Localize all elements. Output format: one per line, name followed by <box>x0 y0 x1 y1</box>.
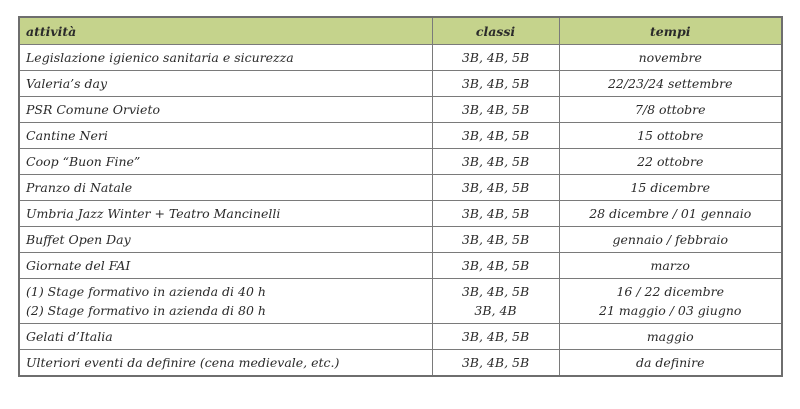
times-cell: maggio <box>559 324 782 350</box>
table-row <box>19 324 782 350</box>
times-cell: 15 ottobre <box>559 123 782 149</box>
table-row <box>19 123 782 149</box>
times-cell: 7/8 ottobre <box>559 97 782 123</box>
classes-cell: 3B, 4B, 5B <box>432 227 559 253</box>
times-cell: da definire <box>559 350 782 377</box>
times-cell: novembre <box>559 45 782 71</box>
activity-cell: Cantine Neri <box>19 123 432 149</box>
classes-line: 3B, 4B <box>474 303 517 318</box>
classes-cell: 3B, 4B, 5B <box>432 201 559 227</box>
table-row <box>19 227 782 253</box>
activity-cell: Valeria’s day <box>19 71 432 97</box>
times-cell: 28 dicembre / 01 gennaio <box>559 201 782 227</box>
classes-cell <box>432 279 559 324</box>
activity-cell: PSR Comune Orvieto <box>19 97 432 123</box>
classes-cell: 3B, 4B, 5B <box>432 97 559 123</box>
times-cell: gennaio / febbraio <box>559 227 782 253</box>
table-row <box>19 149 782 175</box>
activities-table-container <box>18 16 781 377</box>
classes-cell: 3B, 4B, 5B <box>432 324 559 350</box>
classes-cell: 3B, 4B, 5B <box>432 45 559 71</box>
classes-cell: 3B, 4B, 5B <box>432 123 559 149</box>
activity-cell: Umbria Jazz Winter + Teatro Mancinelli <box>19 201 432 227</box>
times-cell: 22 ottobre <box>559 149 782 175</box>
table-row <box>19 45 782 71</box>
times-cell <box>559 279 782 324</box>
header-classes: classi <box>432 17 559 45</box>
table-row <box>19 201 782 227</box>
table-row <box>19 253 782 279</box>
classes-cell: 3B, 4B, 5B <box>432 350 559 377</box>
activity-cell: Pranzo di Natale <box>19 175 432 201</box>
activity-cell: Giornate del FAI <box>19 253 432 279</box>
header-times: tempi <box>559 17 782 45</box>
table-header-row <box>19 17 782 45</box>
times-cell: marzo <box>559 253 782 279</box>
activity-cell: Legislazione igienico sanitaria e sicurezza <box>19 45 432 71</box>
times-line: 21 maggio / 03 giugno <box>599 303 742 318</box>
activity-cell <box>19 279 432 324</box>
activity-cell: Gelati d’Italia <box>19 324 432 350</box>
activities-table <box>18 16 783 377</box>
header-activity: attività <box>19 17 432 45</box>
table-row <box>19 97 782 123</box>
activity-line: (1) Stage formativo in azienda di 40 h <box>26 284 266 299</box>
classes-cell: 3B, 4B, 5B <box>432 175 559 201</box>
times-cell: 15 dicembre <box>559 175 782 201</box>
table-row <box>19 350 782 377</box>
times-cell: 22/23/24 settembre <box>559 71 782 97</box>
activity-cell: Coop “Buon Fine” <box>19 149 432 175</box>
classes-cell: 3B, 4B, 5B <box>432 149 559 175</box>
classes-cell: 3B, 4B, 5B <box>432 71 559 97</box>
times-line: 16 / 22 dicembre <box>616 284 725 299</box>
classes-cell: 3B, 4B, 5B <box>432 253 559 279</box>
activity-cell: Ulteriori eventi da definire (cena medievale, etc.) <box>19 350 432 377</box>
classes-line: 3B, 4B, 5B <box>461 284 530 299</box>
activity-cell: Buffet Open Day <box>19 227 432 253</box>
activity-line: (2) Stage formativo in azienda di 80 h <box>26 303 266 318</box>
table-row <box>19 71 782 97</box>
table-row-stage <box>19 279 782 324</box>
table-row <box>19 175 782 201</box>
